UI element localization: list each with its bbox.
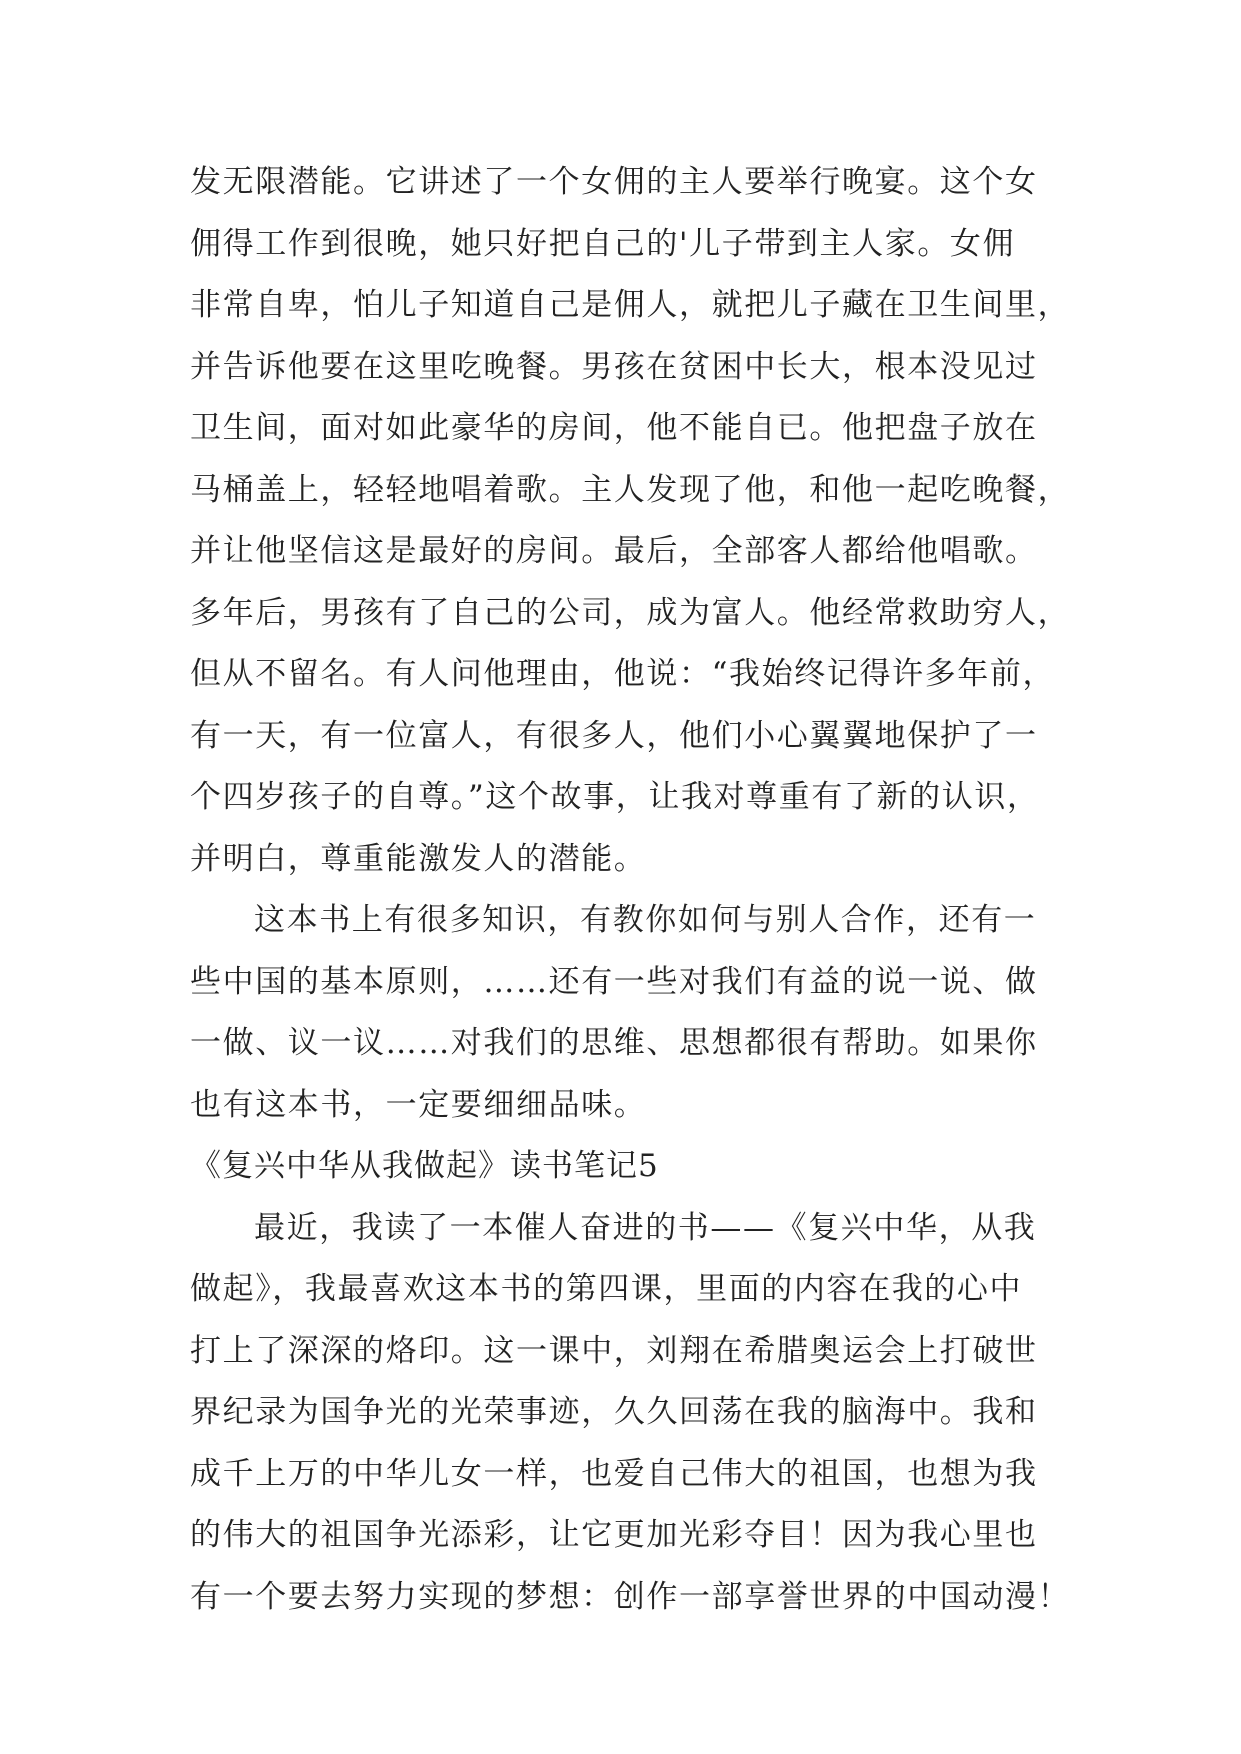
paragraph-start-line: 这本书上有很多知识，有教你如何与别人合作，还有一 bbox=[254, 902, 1037, 938]
paragraph-start-line: 最近，我读了一本催人奋进的书——《复兴中华，从我 bbox=[254, 1209, 1037, 1246]
text-line: 些中国的基本原则，……还有一些对我们有益的说一说、做 bbox=[190, 963, 1038, 1000]
text-line: 卫生间，面对如此豪华的房间，他不能自已。他把盘子放在 bbox=[190, 410, 1038, 446]
text-line: 也有这本书，一定要细细品味。 bbox=[190, 1086, 647, 1123]
text-line: 有一个要去努力实现的梦想：创作一部享誉世界的中国动漫！ bbox=[190, 1578, 1071, 1615]
text-line: 个四岁孩子的自尊。”这个故事，让我对尊重有了新的认识， bbox=[190, 779, 1040, 815]
text-line: 有一天，有一位富人，有很多人，他们小心翼翼地保护了一 bbox=[190, 717, 1038, 754]
text-line: 非常自卑，怕儿子知道自己是佣人，就把儿子藏在卫生间里， bbox=[190, 287, 1071, 323]
text-line: 并让他坚信这是最好的房间。最后，全部客人都给他唱歌。 bbox=[190, 533, 1038, 569]
section-heading: 《复兴中华从我做起》读书笔记5 bbox=[190, 1148, 659, 1184]
text-line: 打上了深深的烙印。这一课中，刘翔在希腊奥运会上打破世 bbox=[190, 1332, 1038, 1369]
text-line: 成千上万的中华儿女一样，也爱自己伟大的祖国，也想为我 bbox=[190, 1455, 1038, 1492]
text-line: 多年后，男孩有了自己的公司，成为富人。他经常救助穷人， bbox=[190, 594, 1071, 631]
text-line: 佣得工作到很晚，她只好把自己的'儿子带到主人家。女佣 bbox=[190, 225, 1016, 262]
text-line: 的伟大的祖国争光添彩，让它更加光彩夺目！因为我心里也 bbox=[190, 1517, 1038, 1553]
text-line: 但从不留名。有人问他理由，他说：“我始终记得许多年前， bbox=[190, 656, 1056, 692]
text-line: 并告诉他要在这里吃晚餐。男孩在贫困中长大，根本没见过 bbox=[190, 348, 1038, 385]
text-line: 做起》，我最喜欢这本书的第四课，里面的内容在我的心中 bbox=[190, 1271, 1023, 1307]
text-line: 并明白，尊重能激发人的潜能。 bbox=[190, 840, 647, 877]
document-body bbox=[190, 152, 1070, 1628]
text-line: 界纪录为国争光的光荣事迹，久久回荡在我的脑海中。我和 bbox=[190, 1394, 1038, 1430]
text-line: 发无限潜能。它讲述了一个女佣的主人要举行晚宴。这个女 bbox=[190, 164, 1038, 200]
text-line: 一做、议一议……对我们的思维、思想都很有帮助。如果你 bbox=[190, 1025, 1038, 1061]
text-line: 马桶盖上，轻轻地唱着歌。主人发现了他，和他一起吃晚餐， bbox=[190, 471, 1071, 508]
